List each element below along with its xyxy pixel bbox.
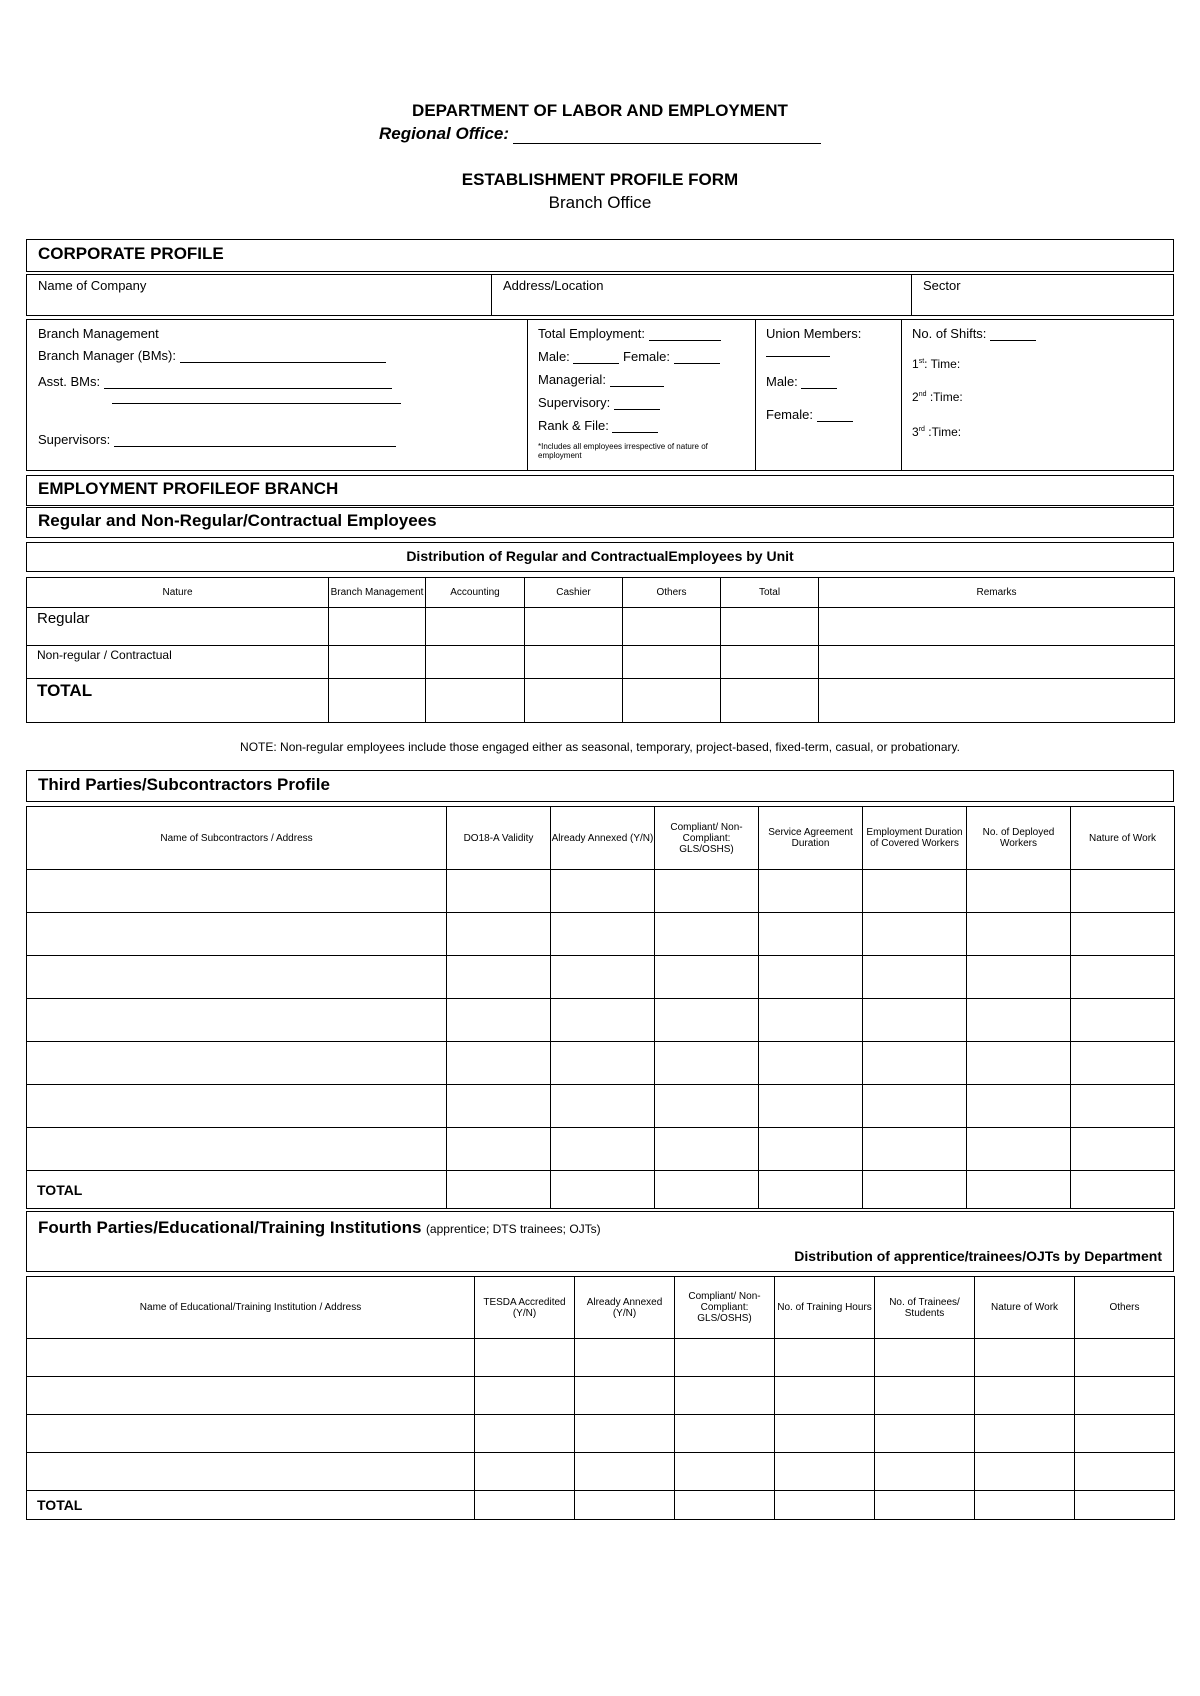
table-cell[interactable] bbox=[27, 1042, 447, 1085]
col-already-annexed: Already Annexed (Y/N) bbox=[551, 807, 655, 870]
table-cell[interactable] bbox=[675, 1491, 775, 1520]
table-cell[interactable] bbox=[1071, 956, 1175, 999]
table-cell[interactable] bbox=[551, 1042, 655, 1085]
table-cell[interactable] bbox=[775, 1491, 875, 1520]
col-total: Total bbox=[721, 578, 819, 608]
employment-distribution-table bbox=[26, 577, 1175, 723]
sector-label: Sector bbox=[923, 278, 961, 293]
table-cell[interactable] bbox=[967, 999, 1071, 1042]
col-institution-name: Name of Educational/Training Institution / Address bbox=[27, 1277, 475, 1339]
table-cell[interactable] bbox=[975, 1453, 1075, 1491]
table-cell[interactable] bbox=[426, 608, 525, 646]
table-cell[interactable] bbox=[675, 1377, 775, 1415]
table-cell[interactable] bbox=[447, 1085, 551, 1128]
supervisors-field[interactable] bbox=[114, 433, 396, 447]
table-row bbox=[27, 999, 1175, 1042]
table-cell[interactable] bbox=[655, 1128, 759, 1171]
table-cell[interactable] bbox=[447, 956, 551, 999]
department-title: DEPARTMENT OF LABOR AND EMPLOYMENT bbox=[412, 101, 788, 120]
table-cell[interactable] bbox=[675, 1339, 775, 1377]
row-regular-label: Regular bbox=[27, 608, 329, 646]
regional-office-field[interactable] bbox=[513, 127, 821, 144]
third-parties-header bbox=[26, 770, 1174, 802]
table-row bbox=[27, 1085, 1175, 1128]
shifts-row bbox=[912, 326, 1036, 341]
table-cell[interactable] bbox=[1071, 1171, 1175, 1209]
shift-3-time-label bbox=[912, 425, 961, 439]
table-cell[interactable] bbox=[475, 1377, 575, 1415]
table-cell[interactable] bbox=[863, 1128, 967, 1171]
table-cell[interactable] bbox=[975, 1491, 1075, 1520]
table-cell[interactable] bbox=[551, 1128, 655, 1171]
table-row bbox=[27, 1377, 1175, 1415]
supervisory-label: Supervisory: bbox=[538, 395, 611, 410]
employment-subtitle-box bbox=[26, 507, 1174, 538]
shift-3-time-text: :Time: bbox=[924, 425, 962, 439]
table-cell[interactable] bbox=[27, 1128, 447, 1171]
fourth-parties-title-row bbox=[38, 1218, 601, 1238]
table-cell[interactable] bbox=[1071, 870, 1175, 913]
union-male-label: Male: bbox=[766, 374, 798, 389]
table-cell[interactable] bbox=[447, 913, 551, 956]
table-cell[interactable] bbox=[655, 1085, 759, 1128]
rank-file-field[interactable] bbox=[612, 419, 658, 433]
table-cell[interactable] bbox=[875, 1377, 975, 1415]
table-cell[interactable] bbox=[1071, 1128, 1175, 1171]
supervisors-row bbox=[38, 432, 396, 447]
shift-2-ordinal: nd bbox=[918, 391, 927, 398]
col-do18a-validity: DO18-A Validity bbox=[447, 807, 551, 870]
table-cell[interactable] bbox=[967, 913, 1071, 956]
employment-profile-title: EMPLOYMENT PROFILEOF BRANCH bbox=[38, 479, 339, 498]
table-cell[interactable] bbox=[875, 1339, 975, 1377]
table-row bbox=[27, 1128, 1175, 1171]
table-cell[interactable] bbox=[27, 913, 447, 956]
table-row bbox=[27, 1171, 1175, 1209]
row-total-label: TOTAL bbox=[27, 679, 329, 723]
table-cell[interactable] bbox=[27, 1085, 447, 1128]
col-others: Others bbox=[1075, 1277, 1175, 1339]
table-cell[interactable] bbox=[655, 913, 759, 956]
col-deployed-workers: No. of Deployed Workers bbox=[967, 807, 1071, 870]
asst-bms-field[interactable] bbox=[104, 375, 392, 389]
table-cell[interactable] bbox=[863, 1085, 967, 1128]
table-row bbox=[27, 679, 1175, 723]
shift-1-number: 1 bbox=[912, 357, 919, 371]
col-tesda-accredited: TESDA Accredited (Y/N) bbox=[475, 1277, 575, 1339]
table-cell[interactable] bbox=[967, 1042, 1071, 1085]
regional-office-label: Regional Office: bbox=[378, 124, 510, 143]
male-label: Male: bbox=[538, 349, 570, 364]
table-cell[interactable] bbox=[775, 1377, 875, 1415]
table-cell[interactable] bbox=[967, 1171, 1071, 1209]
corporate-profile-header bbox=[26, 239, 1174, 272]
table-cell[interactable] bbox=[27, 956, 447, 999]
male-field[interactable] bbox=[573, 350, 619, 364]
table-cell[interactable] bbox=[1075, 1453, 1175, 1491]
table-cell[interactable] bbox=[875, 1453, 975, 1491]
table-cell[interactable] bbox=[447, 1042, 551, 1085]
table-row bbox=[27, 608, 1175, 646]
branch-manager-row bbox=[38, 348, 386, 363]
female-field[interactable] bbox=[674, 350, 720, 364]
shift-1-time-text: : Time: bbox=[924, 357, 961, 371]
table-cell[interactable] bbox=[27, 1377, 475, 1415]
table-cell[interactable] bbox=[759, 956, 863, 999]
table-cell[interactable] bbox=[623, 679, 721, 723]
supervisory-row bbox=[538, 395, 660, 410]
company-info-row bbox=[26, 274, 1174, 316]
union-members-field[interactable] bbox=[766, 356, 830, 357]
table-cell[interactable] bbox=[819, 679, 1175, 723]
table-cell[interactable] bbox=[875, 1415, 975, 1453]
table-cell[interactable] bbox=[27, 1453, 475, 1491]
form-title: ESTABLISHMENT PROFILE FORM bbox=[461, 170, 739, 189]
table-row bbox=[27, 1453, 1175, 1491]
table-cell[interactable] bbox=[447, 1171, 551, 1209]
asst-bms-label: Asst. BMs: bbox=[38, 374, 101, 389]
table-cell[interactable] bbox=[759, 870, 863, 913]
col-cashier: Cashier bbox=[525, 578, 623, 608]
table-cell[interactable] bbox=[551, 956, 655, 999]
table-cell[interactable] bbox=[623, 608, 721, 646]
table-cell[interactable] bbox=[551, 913, 655, 956]
table-cell[interactable] bbox=[623, 646, 721, 679]
fourth-parties-distribution-title: Distribution of apprentice/trainees/OJTs by Department bbox=[794, 1248, 1162, 1264]
fourth-parties-title-note: (apprentice; DTS trainees; OJTs) bbox=[425, 1222, 601, 1236]
table-cell[interactable] bbox=[975, 1377, 1075, 1415]
table-cell[interactable] bbox=[759, 999, 863, 1042]
table-cell[interactable] bbox=[475, 1415, 575, 1453]
table-cell[interactable] bbox=[27, 1339, 475, 1377]
table-cell[interactable] bbox=[863, 1042, 967, 1085]
female-label: Female: bbox=[623, 349, 671, 364]
union-male-field[interactable] bbox=[801, 375, 837, 389]
table-cell[interactable] bbox=[875, 1491, 975, 1520]
table-cell[interactable] bbox=[863, 1171, 967, 1209]
table-cell[interactable] bbox=[1075, 1491, 1175, 1520]
distribution-title: Distribution of Regular and ContractualEmployees by Unit bbox=[26, 542, 1174, 572]
col-nature-of-work: Nature of Work bbox=[1071, 807, 1175, 870]
table-cell[interactable] bbox=[475, 1339, 575, 1377]
col-branch-management: Branch Management bbox=[329, 578, 426, 608]
form-subtitle: Branch Office bbox=[548, 193, 652, 212]
table-cell[interactable] bbox=[655, 956, 759, 999]
table-cell[interactable] bbox=[426, 679, 525, 723]
shift-3-ordinal: rd bbox=[918, 426, 925, 433]
table-cell[interactable] bbox=[775, 1453, 875, 1491]
corporate-profile-title: CORPORATE PROFILE bbox=[38, 244, 224, 263]
shift-3-number: 3 bbox=[912, 425, 919, 439]
table-cell[interactable] bbox=[447, 999, 551, 1042]
table-cell[interactable] bbox=[329, 608, 426, 646]
managerial-field[interactable] bbox=[610, 373, 664, 387]
col-compliant: Compliant/ Non-Compliant: GLS/OSHS) bbox=[675, 1277, 775, 1339]
nonregular-note: NOTE: Non-regular employees include those engaged either as seasonal, temporary, project-based, fixed-term, casual, or probationary. bbox=[240, 740, 960, 754]
no-of-shifts-field[interactable] bbox=[990, 327, 1036, 341]
table-cell[interactable] bbox=[655, 1042, 759, 1085]
table-cell[interactable] bbox=[967, 870, 1071, 913]
managerial-row bbox=[538, 372, 664, 387]
table-cell[interactable] bbox=[721, 679, 819, 723]
table-cell[interactable] bbox=[1071, 999, 1175, 1042]
table-cell[interactable] bbox=[575, 1377, 675, 1415]
table-cell[interactable] bbox=[655, 1171, 759, 1209]
table-cell[interactable] bbox=[1075, 1377, 1175, 1415]
regional-office-line bbox=[0, 124, 1200, 144]
table-cell[interactable] bbox=[819, 646, 1175, 679]
col-service-agreement: Service Agreement Duration bbox=[759, 807, 863, 870]
table-cell[interactable] bbox=[329, 646, 426, 679]
col-employment-duration: Employment Duration of Covered Workers bbox=[863, 807, 967, 870]
table-cell[interactable] bbox=[27, 870, 447, 913]
table-row bbox=[27, 956, 1175, 999]
table-cell[interactable] bbox=[863, 956, 967, 999]
union-female-field[interactable] bbox=[817, 408, 853, 422]
table-cell[interactable] bbox=[447, 870, 551, 913]
shift-1-time-label bbox=[912, 357, 960, 371]
total-employment-label: Total Employment: bbox=[538, 326, 645, 341]
asst-bms-field-2[interactable] bbox=[112, 403, 401, 404]
table-cell[interactable] bbox=[775, 1415, 875, 1453]
table-cell[interactable] bbox=[447, 1128, 551, 1171]
employment-footnote: *Includes all employees irrespective of nature of employment bbox=[538, 442, 708, 460]
col-trainees: No. of Trainees/ Students bbox=[875, 1277, 975, 1339]
fourth-parties-title: Fourth Parties/Educational/Training Institutions bbox=[38, 1218, 422, 1237]
third-parties-total-label: TOTAL bbox=[27, 1171, 447, 1209]
shift-2-number: 2 bbox=[912, 390, 919, 404]
shift-2-time-text: :Time: bbox=[926, 390, 963, 404]
table-cell[interactable] bbox=[655, 870, 759, 913]
col-accounting: Accounting bbox=[426, 578, 525, 608]
table-cell[interactable] bbox=[863, 870, 967, 913]
table-cell[interactable] bbox=[675, 1453, 775, 1491]
table-row bbox=[27, 913, 1175, 956]
table-cell[interactable] bbox=[525, 679, 623, 723]
col-training-hours: No. of Training Hours bbox=[775, 1277, 875, 1339]
fourth-parties-table bbox=[26, 1276, 1175, 1520]
table-row bbox=[27, 1339, 1175, 1377]
rank-file-label: Rank & File: bbox=[538, 418, 609, 433]
table-cell[interactable] bbox=[675, 1415, 775, 1453]
table-cell[interactable] bbox=[329, 679, 426, 723]
col-already-annexed: Already Annexed (Y/N) bbox=[575, 1277, 675, 1339]
col-nature: Nature bbox=[27, 578, 329, 608]
table-cell[interactable] bbox=[27, 1415, 475, 1453]
table-cell[interactable] bbox=[975, 1339, 1075, 1377]
table-row bbox=[27, 1491, 1175, 1520]
no-of-shifts-label: No. of Shifts: bbox=[912, 326, 987, 341]
table-cell[interactable] bbox=[551, 1171, 655, 1209]
row-nonregular-label: Non-regular / Contractual bbox=[27, 646, 329, 679]
table-cell[interactable] bbox=[27, 999, 447, 1042]
table-cell[interactable] bbox=[759, 913, 863, 956]
union-female-row bbox=[766, 407, 853, 422]
table-cell[interactable] bbox=[1071, 913, 1175, 956]
table-cell[interactable] bbox=[1075, 1339, 1175, 1377]
table-cell[interactable] bbox=[551, 1085, 655, 1128]
col-remarks: Remarks bbox=[819, 578, 1175, 608]
branch-management-block bbox=[26, 319, 1174, 471]
union-male-row bbox=[766, 374, 837, 389]
col-others: Others bbox=[623, 578, 721, 608]
table-cell[interactable] bbox=[575, 1491, 675, 1520]
col-nature-of-work: Nature of Work bbox=[975, 1277, 1075, 1339]
branch-management-label: Branch Management bbox=[38, 326, 159, 341]
table-cell[interactable] bbox=[575, 1415, 675, 1453]
table-cell[interactable] bbox=[721, 646, 819, 679]
table-cell[interactable] bbox=[1071, 1042, 1175, 1085]
fourth-parties-total-label: TOTAL bbox=[27, 1491, 475, 1520]
table-cell[interactable] bbox=[975, 1415, 1075, 1453]
table-row bbox=[27, 870, 1175, 913]
branch-manager-field[interactable] bbox=[180, 349, 386, 363]
table-cell[interactable] bbox=[475, 1453, 575, 1491]
table-cell[interactable] bbox=[525, 646, 623, 679]
table-cell[interactable] bbox=[1075, 1415, 1175, 1453]
table-cell[interactable] bbox=[551, 870, 655, 913]
table-cell[interactable] bbox=[525, 608, 623, 646]
third-parties-title: Third Parties/Subcontractors Profile bbox=[38, 775, 330, 794]
col-compliant: Compliant/ Non-Compliant: GLS/OSHS) bbox=[655, 807, 759, 870]
employment-subtitle: Regular and Non-Regular/Contractual Employees bbox=[38, 511, 437, 530]
table-cell[interactable] bbox=[775, 1339, 875, 1377]
total-employment-row bbox=[538, 326, 721, 341]
shift-1-ordinal: st bbox=[918, 358, 925, 365]
table-cell[interactable] bbox=[819, 608, 1175, 646]
table-row bbox=[27, 1042, 1175, 1085]
table-cell[interactable] bbox=[759, 1171, 863, 1209]
fourth-parties-header bbox=[26, 1211, 1174, 1272]
table-cell[interactable] bbox=[551, 999, 655, 1042]
address-label: Address/Location bbox=[503, 278, 604, 293]
table-cell[interactable] bbox=[721, 608, 819, 646]
rank-file-row bbox=[538, 418, 658, 433]
table-cell[interactable] bbox=[655, 999, 759, 1042]
table-cell[interactable] bbox=[759, 1042, 863, 1085]
union-members-label: Union Members: bbox=[766, 326, 862, 341]
male-female-row bbox=[538, 349, 720, 364]
table-row bbox=[27, 1415, 1175, 1453]
total-employment-field[interactable] bbox=[649, 327, 721, 341]
table-cell[interactable] bbox=[1071, 1085, 1175, 1128]
table-cell[interactable] bbox=[967, 1128, 1071, 1171]
table-cell[interactable] bbox=[575, 1453, 675, 1491]
managerial-label: Managerial: bbox=[538, 372, 606, 387]
asst-bms-row bbox=[38, 374, 392, 389]
union-female-label: Female: bbox=[766, 407, 813, 422]
table-cell[interactable] bbox=[967, 956, 1071, 999]
table-cell[interactable] bbox=[759, 1128, 863, 1171]
branch-manager-label: Branch Manager (BMs): bbox=[38, 348, 176, 363]
table-row bbox=[27, 646, 1175, 679]
table-cell[interactable] bbox=[759, 1085, 863, 1128]
shift-2-time-label bbox=[912, 390, 963, 404]
table-cell[interactable] bbox=[475, 1491, 575, 1520]
name-of-company-label: Name of Company bbox=[38, 278, 147, 293]
employment-profile-header bbox=[26, 475, 1174, 506]
supervisory-field[interactable] bbox=[614, 396, 660, 410]
table-cell[interactable] bbox=[575, 1339, 675, 1377]
supervisors-label: Supervisors: bbox=[38, 432, 111, 447]
table-cell[interactable] bbox=[863, 999, 967, 1042]
table-cell[interactable] bbox=[863, 913, 967, 956]
table-cell[interactable] bbox=[967, 1085, 1071, 1128]
table-cell[interactable] bbox=[426, 646, 525, 679]
col-subcontractor-name: Name of Subcontractors / Address bbox=[27, 807, 447, 870]
third-parties-table bbox=[26, 806, 1175, 1209]
